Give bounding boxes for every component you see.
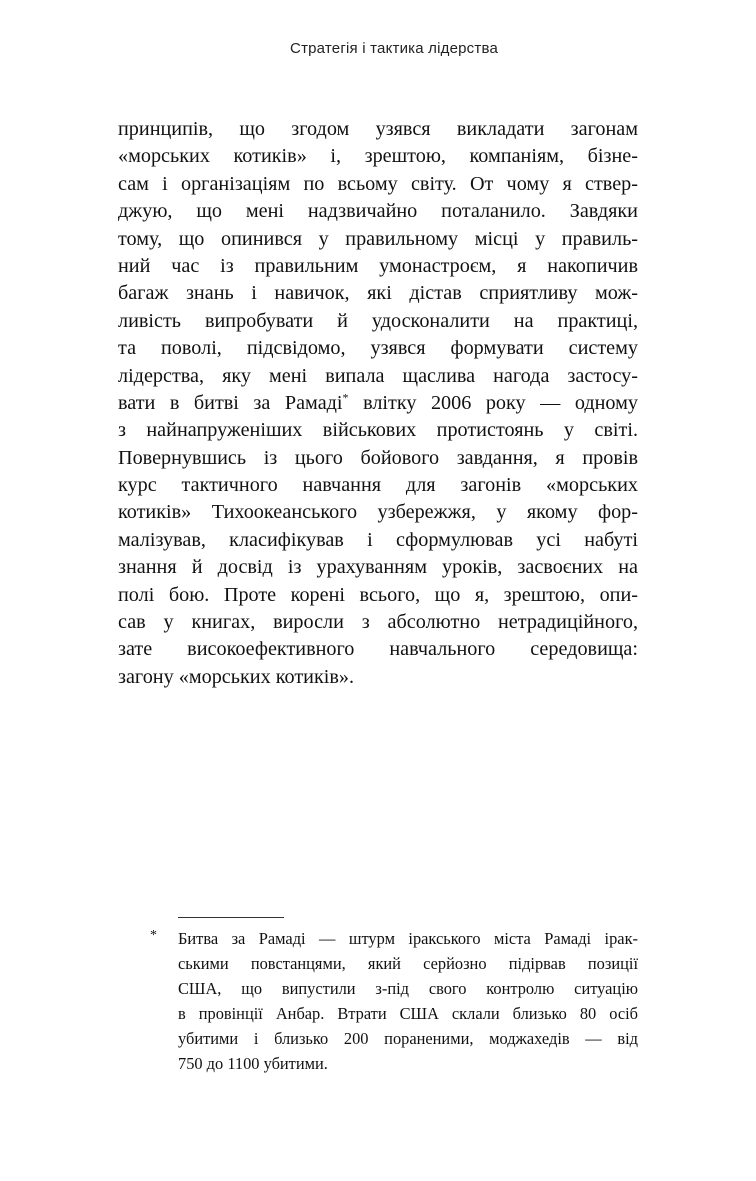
text-line: багаж знань і навичок, які дістав сприятливу мож- [118, 282, 638, 305]
text-line: Повернувшись із цього бойового завдання, я провів [118, 446, 638, 469]
footnote-line: 750 до 1100 убитими. [178, 1054, 328, 1073]
text-line: сам і організаціям по всьому світу. От чому я ствер- [118, 172, 638, 195]
text-segment: вати в битві за Рамаді [118, 391, 343, 414]
text-line: котиків» Тихоокеанського узбережжя, у якому фор- [118, 501, 638, 524]
text-line: «морських котиків» і, зрештою, компаніям, бізне- [118, 145, 638, 168]
body-text [118, 116, 638, 691]
text-line: зате високоефективного навчального середовища: [118, 638, 638, 661]
footnote-divider [178, 917, 284, 918]
text-line: лідерства, яку мені випала щаслива нагода застосу- [118, 364, 638, 387]
running-header: Стратегія і тактика лідерства [290, 40, 498, 57]
text-line: та поволі, підсвідомо, узявся формувати систему [118, 337, 638, 360]
text-line: загону «морських котиків». [118, 665, 355, 688]
text-line: сав у книгах, виросли з абсолютно нетрадиційного, [118, 611, 638, 634]
text-line: джую, що мені надзвичайно поталанило. Завдяки [118, 200, 638, 223]
footnote-line: убитими і близько 200 пораненими, моджахедів — від [178, 1029, 638, 1048]
text-line: малізував, класифікував і сформулював усі набуті [118, 528, 638, 551]
footnote-line: США, що випустили з-під свого контролю ситуацію [178, 979, 638, 998]
text-line: принципів, що згодом узявся викладати загонам [118, 118, 638, 140]
footnote-text [178, 926, 638, 1076]
footnote-line: Битва за Рамаді — штурм іракського міста Рамаді ірак- [178, 929, 638, 948]
text-line: курс тактичного навчання для загонів «морських [118, 474, 638, 497]
text-line: тому, що опинився у правильному місці у правиль- [118, 227, 638, 250]
text-line: з найнапруженіших військових протистоянь у світі. [118, 419, 638, 442]
text-line-with-footnote [118, 390, 638, 417]
footnote-reference[interactable]: * [342, 390, 349, 405]
footnote-marker: * [150, 928, 157, 943]
footnote-line: ськими повстанцями, який серйозно підірвав позиції [178, 954, 638, 973]
text-line: ний час із правильним умонастроєм, я накопичив [118, 254, 638, 277]
text-line: полі бою. Проте корені всього, що я, зрештою, опи- [118, 583, 638, 606]
text-line: знання й досвід із урахуванням уроків, засвоєних на [118, 556, 638, 579]
text-segment: влітку 2006 року — одному [363, 391, 639, 414]
footnote-line: в провінції Анбар. Втрати США склали близько 80 осіб [178, 1004, 638, 1023]
text-line: ливість випробувати й удосконалити на практиці, [118, 309, 638, 332]
